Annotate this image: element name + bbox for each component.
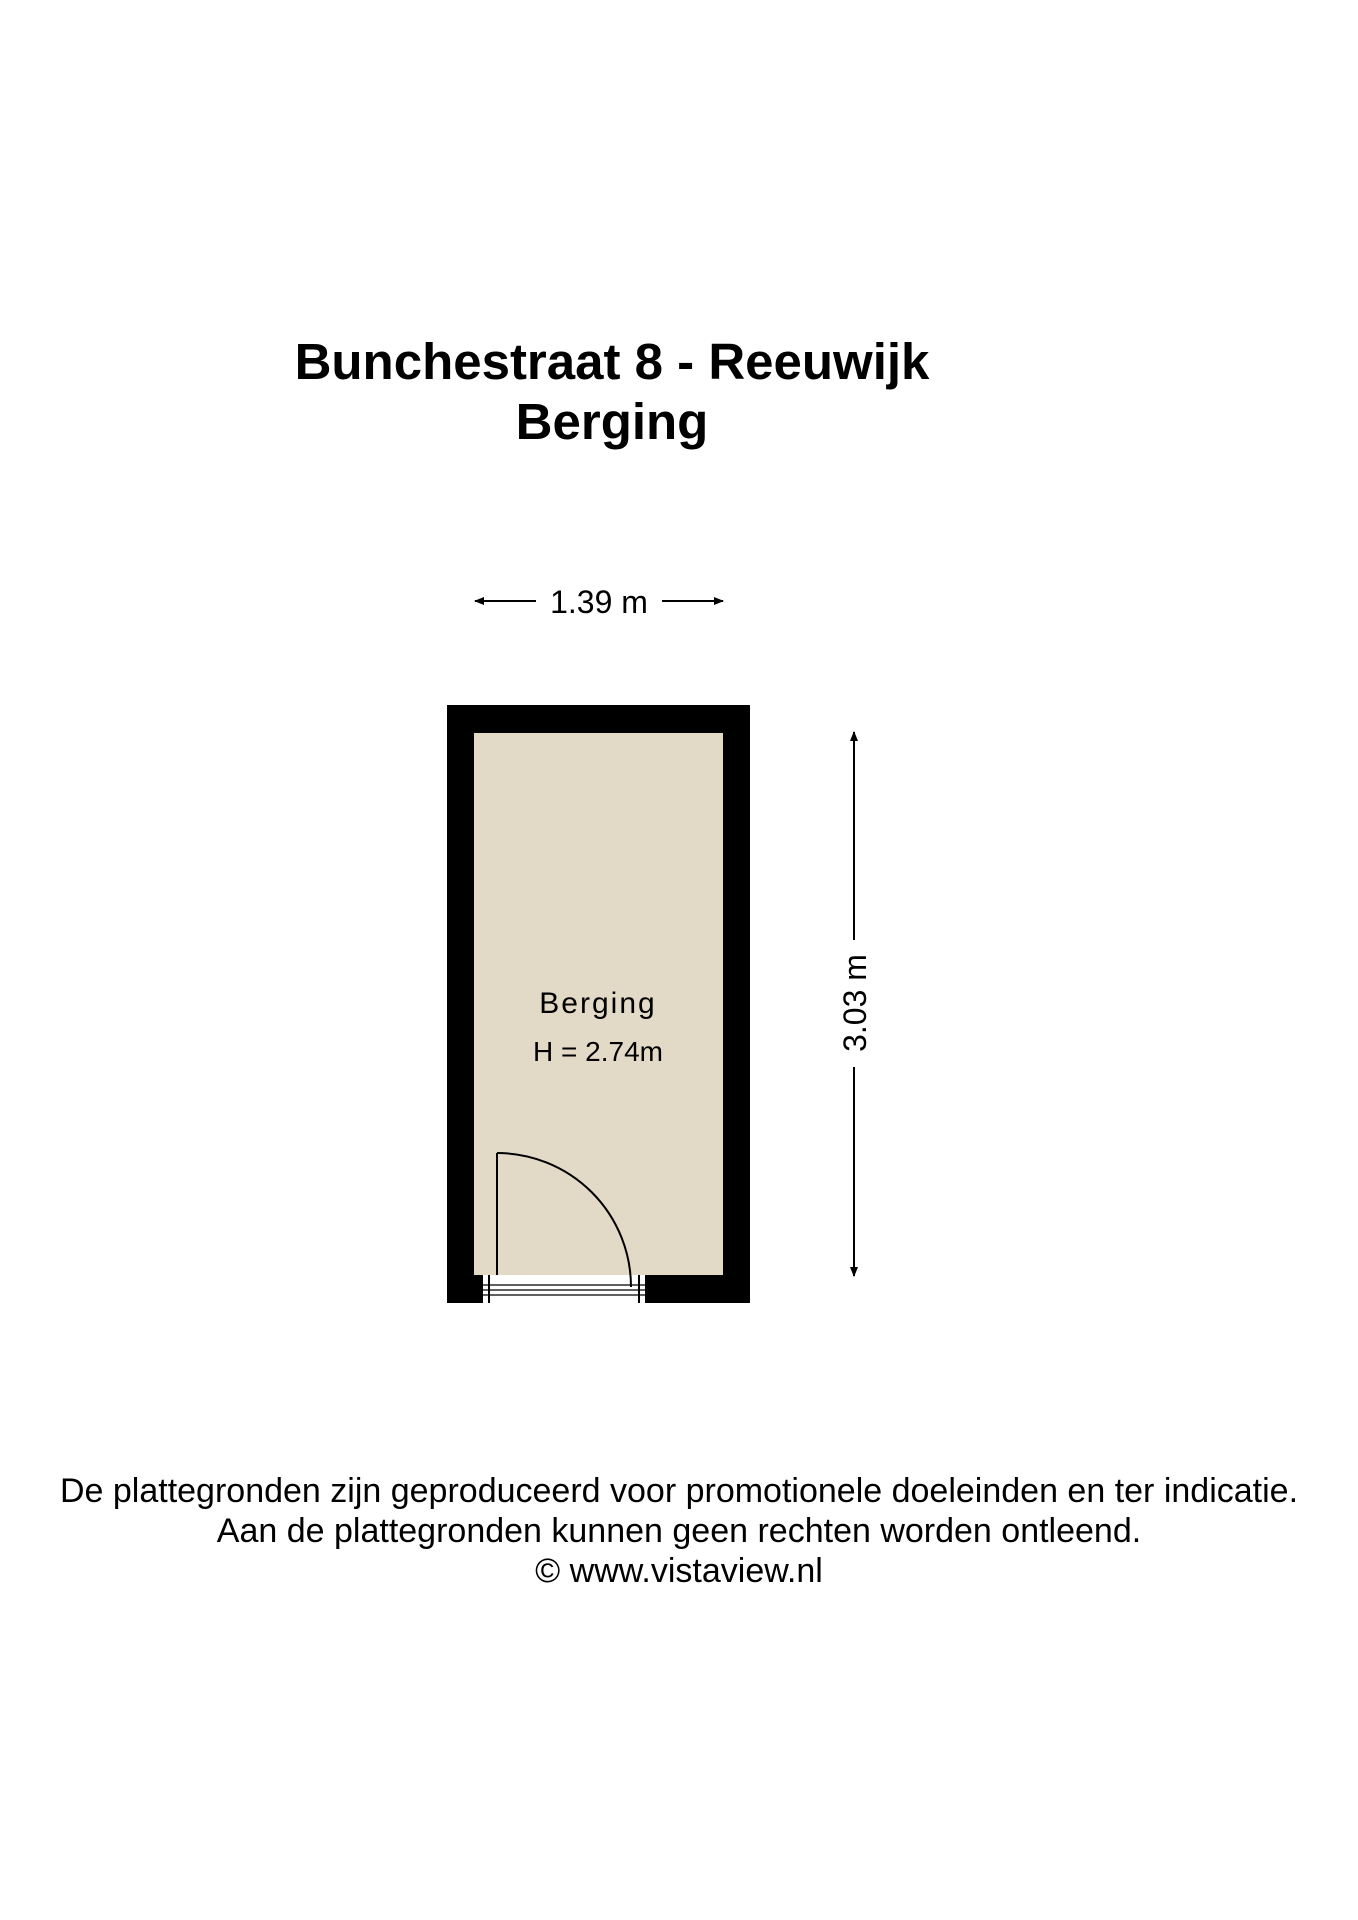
width-dimension-label: 1.39 m (550, 584, 648, 620)
door-opening (483, 1275, 645, 1303)
depth-dimension-label: 3.03 m (837, 954, 873, 1052)
width-dimension (475, 584, 723, 620)
depth-dimension (837, 732, 873, 1276)
copyright-line: © www.vistaview.nl (535, 1552, 823, 1590)
page-subtitle: Berging (515, 393, 709, 450)
room-height-label: H = 2.74m (533, 1036, 663, 1067)
disclaimer-line-1: De plattegronden zijn geproduceerd voor promotionele doeleinden en ter indicatie. (59, 1472, 1299, 1510)
room-label: Berging (539, 987, 657, 1020)
disclaimer-line-2: Aan de plattegronden kunnen geen rechten worden ontleend. (216, 1512, 1142, 1550)
page-title: Bunchestraat 8 - Reeuwijk (294, 333, 930, 390)
